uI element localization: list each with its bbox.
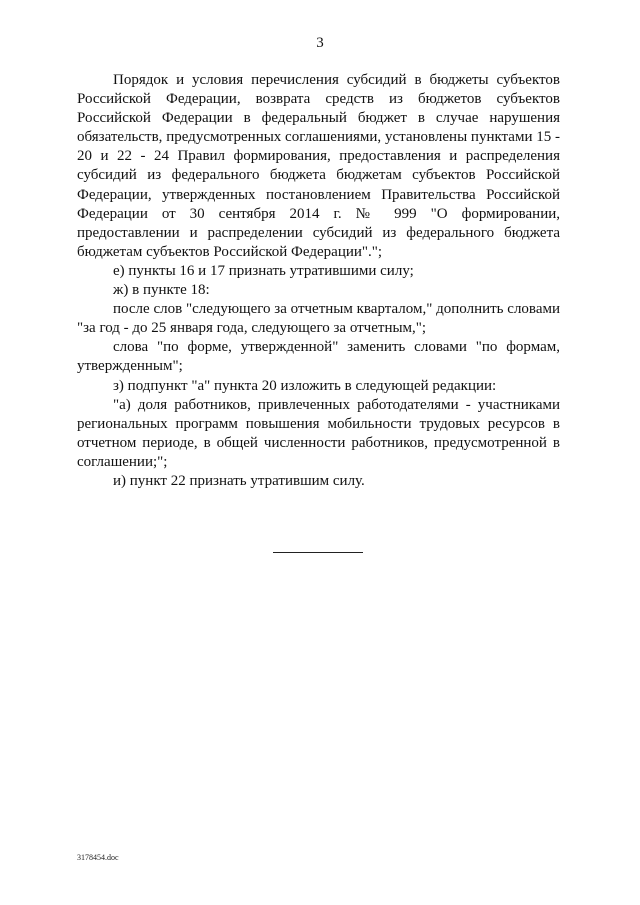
paragraph-item-e: е) пункты 16 и 17 признать утратившими силу; bbox=[113, 262, 414, 279]
paragraph-item-i: и) пункт 22 признать утратившим силу. bbox=[113, 472, 365, 489]
paragraph-item-zh: ж) в пункте 18: bbox=[113, 282, 210, 299]
paragraph-item-z-new-text: "а) доля работников, привлеченных работодателями - участниками региональных программ повышения мобильности трудовых ресурсов в отчетном периоде, в общей численности работников, предусмотренной в соглашении;"; bbox=[77, 396, 560, 470]
paragraph-item-zh-replacement: слова "по форме, утвержденной" заменить словами "по формам, утвержденным"; bbox=[77, 339, 560, 375]
paragraph-subsidy-transfer-rules: Порядок и условия перечисления субсидий в бюджеты субъектов Российской Федерации, возврата средств из бюджетов субъектов Российской Федерации в федеральный бюджет в случае нарушения обязательств, предусмотренных соглашениями, установлены пунктами 15 - 20 и 22 - 24 Правил формирования, предоставления и распределения субсидий из федерального бюджета бюджетам субъектов Российской Федерации, утвержденных постановлением Правительства Российской Федерации от 30 сентября 2014 г. № 999 "О формировании, предоставлении и распределении субсидий из федерального бюджета бюджетам субъектов Российской Федерации"."; bbox=[77, 72, 560, 260]
footer-file-reference: 3178454.doc bbox=[77, 853, 119, 862]
end-separator-line bbox=[273, 552, 363, 553]
paragraph-item-zh-addition: после слов "следующего за отчетным кварталом," дополнить словами "за год - до 25 января года, следующего за отчетным,"; bbox=[77, 301, 560, 337]
document-body bbox=[77, 71, 560, 491]
page-number: 3 bbox=[316, 35, 324, 51]
paragraph-item-z: з) подпункт "а" пункта 20 изложить в следующей редакции: bbox=[113, 377, 497, 394]
